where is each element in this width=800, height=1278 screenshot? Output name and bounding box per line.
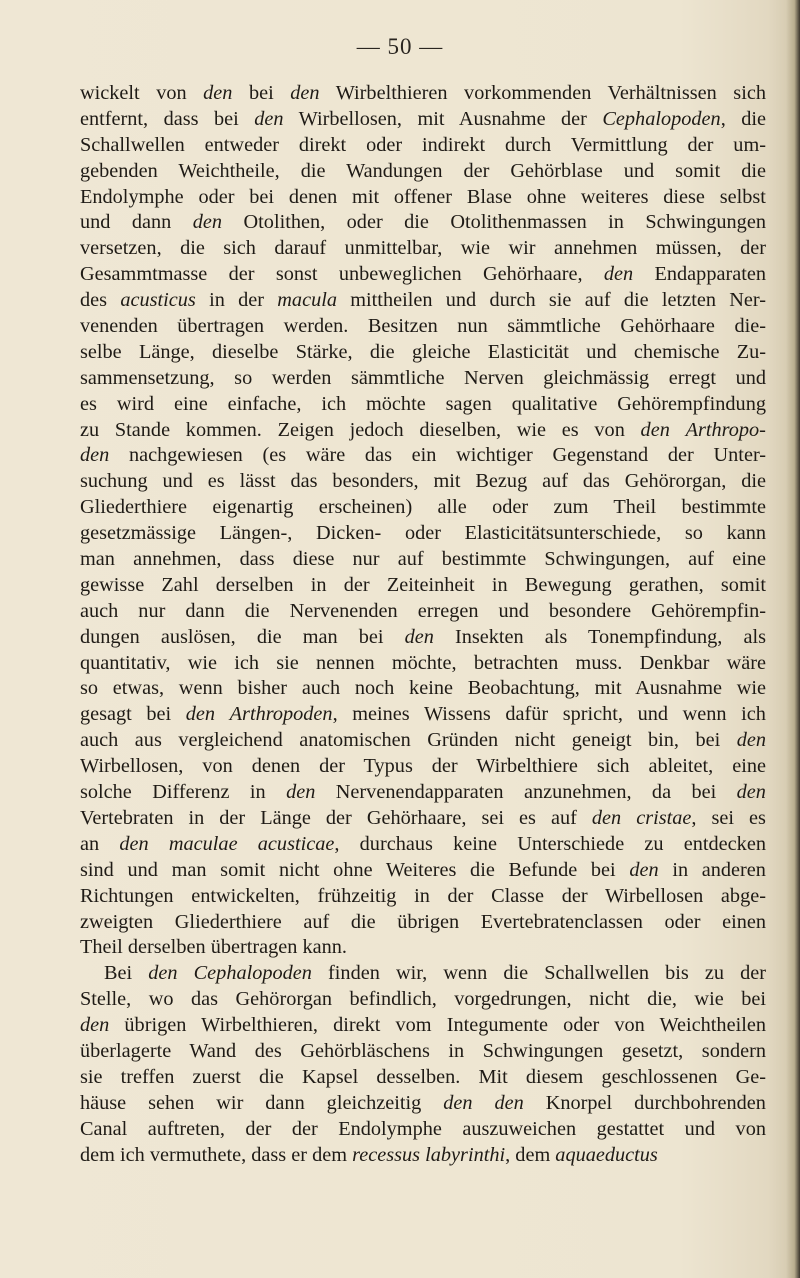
- text-line: auch nur dann die Nervenenden erregen und besondere Gehörempfin-: [80, 599, 766, 622]
- text-line: häuse sehen wir dann gleichzeitig den den Knorpel durchbohrenden: [80, 1091, 766, 1114]
- text-line: wickelt von den bei den Wirbelthieren vorkommenden Verhältnissen sich: [80, 82, 766, 104]
- text-line: dungen auslösen, die man bei den Insekten als Tonempfindung, als: [80, 625, 766, 648]
- text-line: Canal auftreten, der der Endolymphe auszuweichen gestattet und von: [80, 1117, 766, 1140]
- text-line: venenden übertragen werden. Besitzen nun sämmtliche Gehörhaare die-: [80, 315, 766, 338]
- text-line: gewisse Zahl derselben in der Zeiteinheit in Bewegung gerathen, somit: [80, 573, 766, 596]
- text-line: an den maculae acusticae, durchaus keine Unterschiede zu entdecken: [80, 832, 766, 855]
- page-edge-shadow: [786, 0, 800, 1278]
- text-line: sie treffen zuerst die Kapsel desselben. Mit diesem geschlossenen Ge-: [80, 1065, 766, 1088]
- text-line: solche Differenz in den Nervenendapparaten anzunehmen, da bei den: [80, 781, 766, 804]
- text-line: Schallwellen entweder direkt oder indirekt durch Vermittlung der um-: [80, 133, 766, 156]
- text-line: so etwas, wenn bisher auch noch keine Beobachtung, mit Ausnahme wie: [80, 677, 766, 700]
- text-line: überlagerte Wand des Gehörbläschens in Schwingungen gesetzt, sondern: [80, 1039, 766, 1062]
- text-line: Gliederthiere eigenartig erscheinen) alle oder zum Theil bestimmte: [80, 496, 766, 519]
- text-line: Wirbellosen, von denen der Typus der Wirbelthiere sich ableitet, eine: [80, 755, 766, 778]
- text-line: sind und man somit nicht ohne Weiteres die Befunde bei den in anderen: [80, 858, 766, 881]
- text-line: entfernt, dass bei den Wirbellosen, mit Ausnahme der Cephalopoden, die: [80, 107, 766, 130]
- text-line: sammensetzung, so werden sämmtliche Nerven gleichmässig erregt und: [80, 366, 766, 389]
- text-line: suchung und es lässt das besonders, mit Bezug auf das Gehörorgan, die: [80, 470, 766, 493]
- body-text: [80, 81, 766, 1168]
- text-line: selbe Länge, dieselbe Stärke, die gleiche Elasticität und chemische Zu-: [80, 340, 766, 363]
- text-line: gesetzmässige Längen-, Dicken- oder Elasticitätsunterschiede, so kann: [80, 522, 766, 545]
- text-line: des acusticus in der macula mittheilen und durch sie auf die letzten Ner-: [80, 289, 766, 312]
- text-line: Stelle, wo das Gehörorgan befindlich, vorgedrungen, nicht die, wie bei: [80, 988, 766, 1011]
- text-line: Richtungen entwickelten, frühzeitig in der Classe der Wirbellosen abge-: [80, 884, 766, 907]
- text-line: Bei den Cephalopoden finden wir, wenn die Schallwellen bis zu der: [104, 962, 766, 985]
- text-line: Endolymphe oder bei denen mit offener Blase ohne weiteres diese selbst: [80, 185, 766, 208]
- text-line: dem ich vermuthete, dass er dem recessus labyrinthi, dem aquaeductus: [80, 1143, 658, 1166]
- text-line: Theil derselben übertragen kann.: [80, 936, 347, 959]
- text-line: gebenden Weichtheile, die Wandungen der Gehörblase und somit die: [80, 159, 766, 182]
- text-line: man annehmen, dass diese nur auf bestimmte Schwingungen, auf eine: [80, 548, 766, 571]
- text-line: auch aus vergleichend anatomischen Gründen nicht geneigt bin, bei den: [80, 729, 766, 752]
- text-line: zweigten Gliederthiere auf die übrigen Evertebratenclassen oder einen: [80, 910, 766, 933]
- text-line: zu Stande kommen. Zeigen jedoch dieselben, wie es von den Arthropo-: [80, 418, 766, 441]
- text-line: es wird eine einfache, ich möchte sagen qualitative Gehörempfindung: [80, 392, 766, 415]
- text-line: den nachgewiesen (es wäre das ein wichtiger Gegenstand der Unter-: [80, 444, 766, 467]
- text-line: und dann den Otolithen, oder die Otolithenmassen in Schwingungen: [80, 211, 766, 234]
- text-line: versetzen, die sich darauf unmittelbar, wie wir annehmen müssen, der: [80, 237, 766, 260]
- text-line: quantitativ, wie ich sie nennen möchte, betrachten muss. Denkbar wäre: [80, 651, 766, 674]
- text-line: gesagt bei den Arthropoden, meines Wissens dafür spricht, und wenn ich: [80, 703, 766, 726]
- text-line: Vertebraten in der Länge der Gehörhaare, sei es auf den cristae, sei es: [80, 806, 766, 829]
- page-number: — 50 —: [356, 34, 444, 59]
- text-line: Gesammtmasse der sonst unbeweglichen Gehörhaare, den Endapparaten: [80, 263, 766, 286]
- text-line: den übrigen Wirbelthieren, direkt vom Integumente oder von Weichtheilen: [80, 1014, 766, 1037]
